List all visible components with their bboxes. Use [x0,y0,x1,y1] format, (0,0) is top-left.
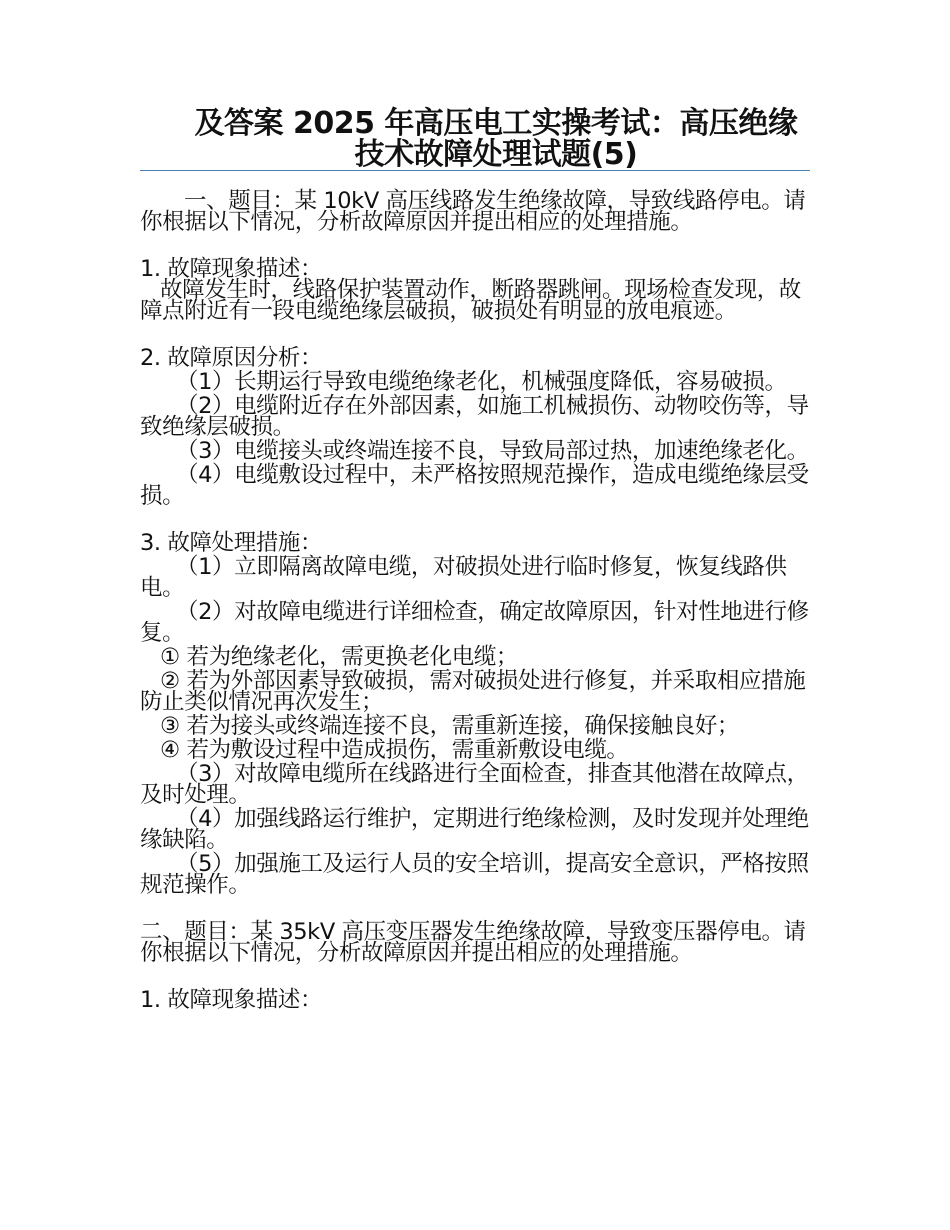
question-1-intro: 一、题目：某 10kV 高压线路发生绝缘故障，导致线路停电。请你根据以下情况，分析故障原因并提出相应的处理措施。 [140,188,806,235]
q1-section-2-heading: 2. 故障原因分析： [140,345,323,371]
q1-section-3-heading: 3. 故障处理措施： [140,530,323,556]
document-page [140,100,812,1011]
q1-cause-item-4: （4）电缆敷设过程中，未严格按照规范操作，造成电缆绝缘层受损。 [140,462,809,509]
q1-measure-item-4: （4）加强线路运行维护，定期进行绝缘检测，及时发现并处理绝缘缺陷。 [140,806,809,853]
q2-section-1-heading: 1. 故障现象描述： [140,987,323,1013]
q1-cause-item-3: （3）电缆接头或终端连接不良，导致局部过热，加速绝缘老化。 [176,438,809,464]
q1-section-1-heading: 1. 故障现象描述： [140,256,323,282]
q1-measure-item-2: （2）对故障电缆进行详细检查，确定故障原因，针对性地进行修复。 [140,599,809,646]
q1-measure-subitem-1: ① 若为绝缘老化，需更换老化电缆； [160,644,519,670]
q1-cause-item-1: （1）长期运行导致电缆绝缘老化，机械强度降低，容易破损。 [176,369,787,395]
q1-measure-subitem-3: ③ 若为接头或终端连接不良，需重新连接，确保接触良好； [160,713,740,739]
q1-measure-item-5: （5）加强施工及运行人员的安全培训，提高安全意识，严格按照规范操作。 [140,851,809,898]
q1-fault-description: 故障发生时，线路保护装置动作，断路器跳闸。现场检查发现，故障点附近有一段电缆绝缘层破损，破损处有明显的放电痕迹。 [140,277,801,324]
q1-measure-subitem-2: ② 若为外部因素导致破损，需对破损处进行修复，并采取相应措施防止类似情况再次发生； [140,668,806,715]
document-title: 及答案 2025 年高压电工实操考试：高压绝缘技术故障处理试题(5) [194,106,798,172]
q1-measure-item-1: （1）立即隔离故障电缆，对破损处进行临时修复，恢复线路供电。 [140,554,787,601]
q1-measure-item-3: （3）对故障电缆所在线路进行全面检查，排查其他潜在故障点，及时处理。 [140,761,809,808]
q1-cause-item-2: （2）电缆附近存在外部因素，如施工机械损伤、动物咬伤等，导致绝缘层破损。 [140,393,809,440]
question-2-intro: 二、题目：某 35kV 高压变压器发生绝缘故障，导致变压器停电。请你根据以下情况，分析故障原因并提出相应的处理措施。 [140,919,806,966]
q1-measure-subitem-4: ④ 若为敷设过程中造成损伤，需重新敷设电缆。 [160,737,629,763]
